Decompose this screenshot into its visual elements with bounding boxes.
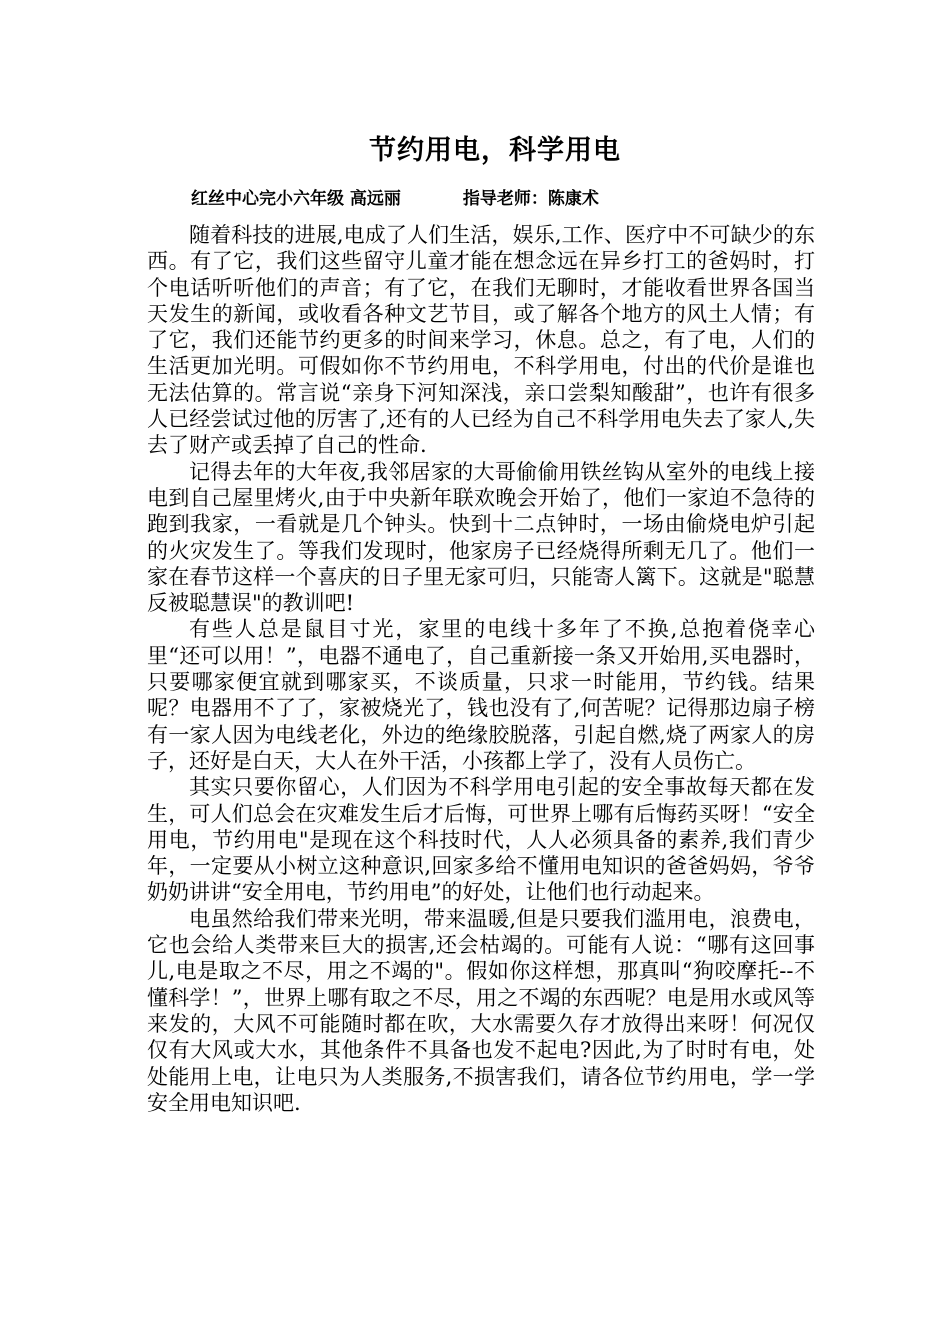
author-line: 红丝中心完小六年级 高远丽 [191,189,401,209]
document-title: 节约用电，科学用电 [369,135,621,166]
paragraph: 有些人总是鼠目寸光，家里的电线十多年了不换,总抱着侥幸心里“还可以用！”，电器不通电了，自己重新接一条又开始用,买电器时，只要哪家便宜就到哪家买，不谈质量，只求一时能用，节约钱。结果呢？电器用不了了，家被烧光了，钱也没有了,何苦呢？记得那边扇子榜有一家人因为电线老化，外边的绝缘胶脱落，引起自燃,烧了两家人的房子，还好是白天，大人在外干活，小孩都上学了，没有人员伤亡。 [147,617,815,773]
paragraph: 随着科技的进展,电成了人们生活，娱乐,工作、医疗中不可缺少的东西。有了它，我们这些留守儿童才能在想念远在异乡打工的爸妈时，打个电话听听他们的声音；有了它，在我们无聊时，才能收看世界各国当天发生的新闻，或收看各种文艺节目，或了解各个地方的风土人情；有了它，我们还能节约更多的时间来学习，休息。总之，有了电，人们的生活更加光明。可假如你不节约用电，不科学用电，付出的代价是谁也无法估算的。常言说“亲身下河知深浅，亲口尝梨知酸甜”，也许有很多人已经尝试过他的厉害了,还有的人已经为自己不科学用电失去了家人,失去了财产或丢掉了自己的性命. [147,223,815,458]
advisor-line: 指导老师：陈康术 [462,189,599,209]
paragraph: 记得去年的大年夜,我邻居家的大哥偷偷用铁丝钩从室外的电线上接电到自己屋里烤火,由于中央新年联欢晚会开始了，他们一家迫不急待的跑到我家，一看就是几个钟头。快到十二点钟时，一场由偷烧电炉引起的火灾发生了。等我们发现时，他家房子已经烧得所剩无几了。他们一家在春节这样一个喜庆的日子里无家可归，只能寄人篱下。这就是"聪慧反被聪慧误"的教训吧! [147,459,815,616]
paragraph: 其实只要你留心，人们因为不科学用电引起的安全事故每天都在发生，可人们总会在灾难发生后才后悔，可世界上哪有后悔药买呀！“安全用电，节约用电"是现在这个科技时代，人人必须具备的素养,我们青少年，一定要从小树立这种意识,回家多给不懂用电知识的爸爸妈妈，爷爷奶奶讲讲“安全用电，节约用电”的好处，让他们也行动起来。 [147,775,815,905]
essay-body [147,222,815,1116]
byline [191,186,599,212]
paragraph: 电虽然给我们带来光明，带来温暖,但是只要我们滥用电，浪费电，它也会给人类带来巨大的损害,还会枯竭的。可能有人说：“哪有这回事儿,电是取之不尽，用之不竭的"。假如你这样想，那真叫“狗咬摩托--不懂科学！”，世界上哪有取之不尽，用之不竭的东西呢？电是用水或风等来发的，大风不可能随时都在吹，大水需要久存才放得出来呀！何况仅仅有大风或大水，其他条件不具备也发不起电?因此,为了时时有电，处处能用上电，让电只为人类服务,不损害我们，请各位节约用电，学一学安全用电知识吧. [147,906,815,1115]
